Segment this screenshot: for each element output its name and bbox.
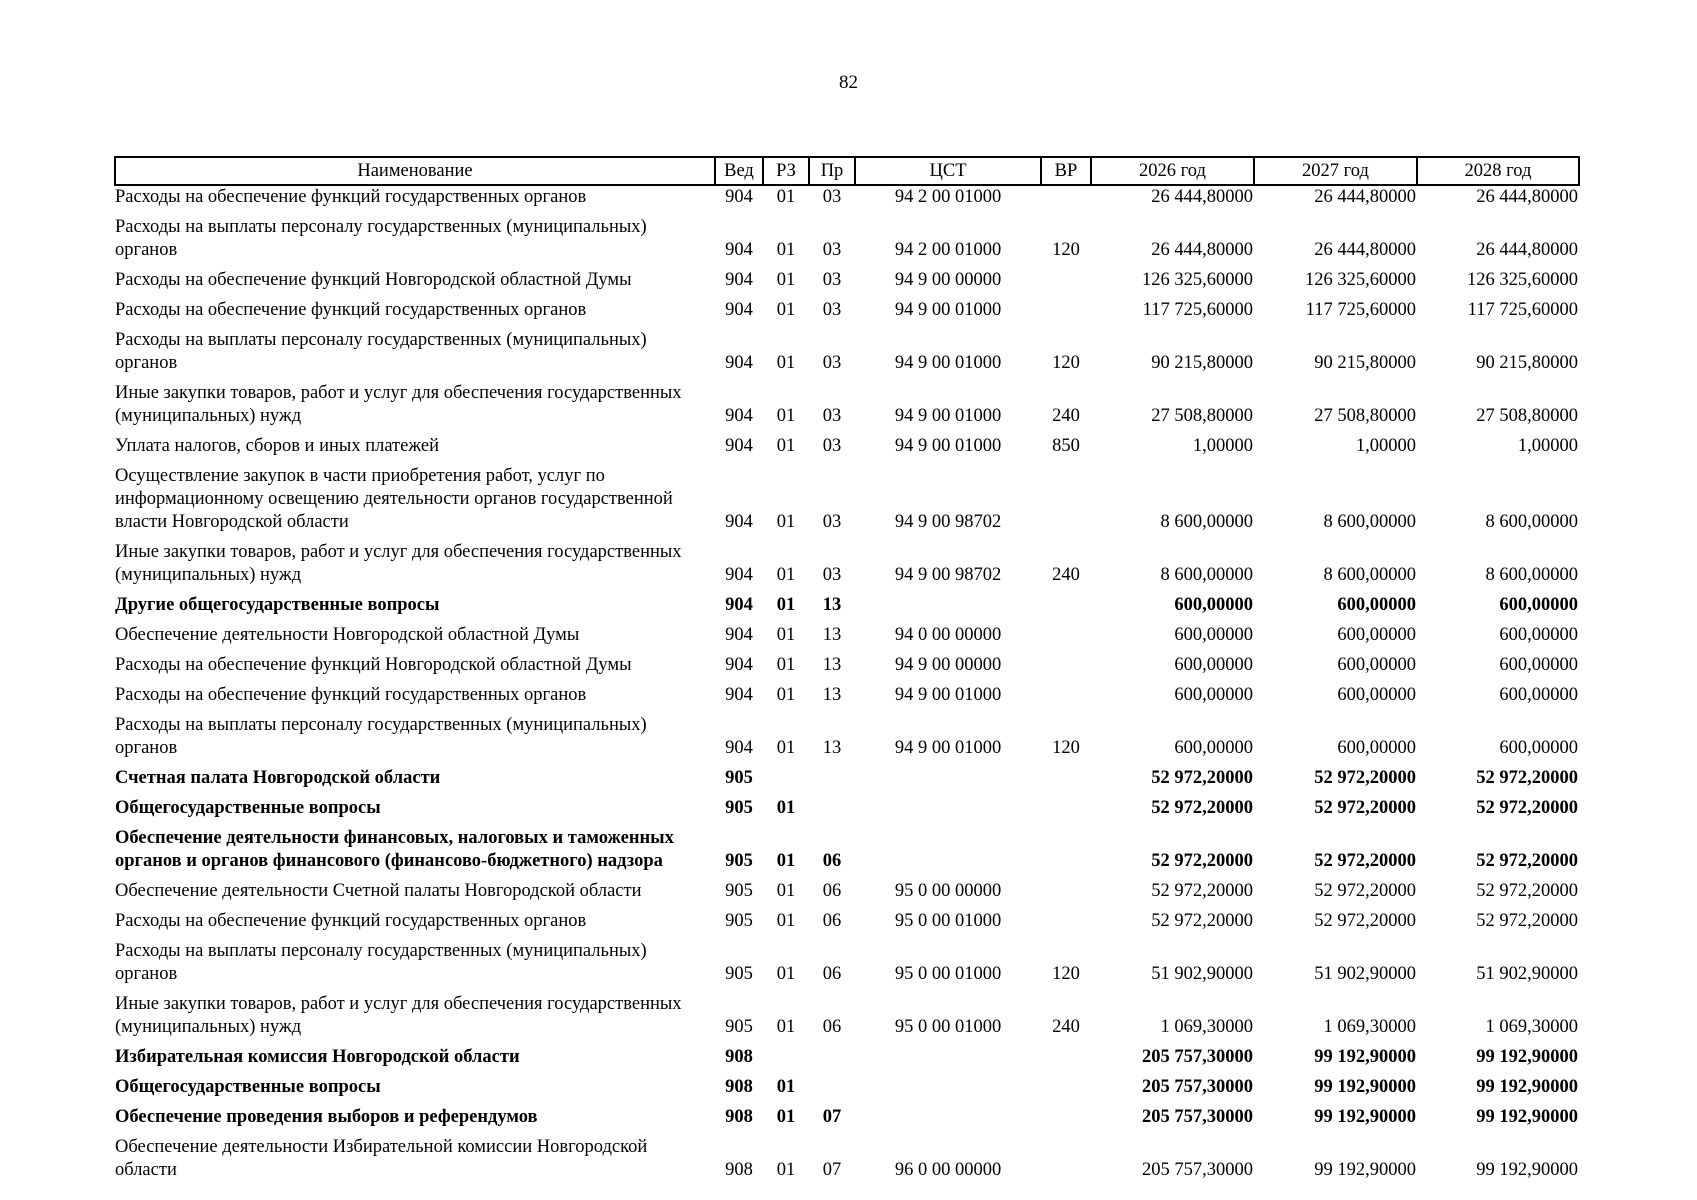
cell-rz: 01	[776, 406, 796, 426]
cell-pr: 06	[822, 851, 842, 871]
cell-name: Иные закупки товаров, работ и услуг для обеспечения государственных (муниципальных) нужд	[115, 383, 682, 426]
cell-2026: 600,00000	[1174, 625, 1253, 645]
cell-name: Расходы на обеспечение функций государственных органов	[115, 300, 587, 320]
cell-ved: 908	[725, 1160, 753, 1180]
cell-2028: 99 192,90000	[1476, 1107, 1578, 1127]
cell-2026: 52 972,20000	[1151, 911, 1253, 931]
cell-vr: 120	[1052, 738, 1080, 758]
cell-2028: 90 215,80000	[1476, 353, 1578, 373]
cell-2028: 26 444,80000	[1476, 187, 1578, 207]
cell-vr	[1041, 1071, 1091, 1101]
cell-pr	[809, 1041, 855, 1071]
cell-cst: 94 9 00 01000	[894, 353, 1002, 373]
cell-name: Обеспечение деятельности Счетной палаты Новгородской области	[115, 881, 642, 901]
cell-cst: 94 9 00 98702	[894, 565, 1002, 585]
cell-pr: 03	[822, 270, 842, 290]
cell-2028: 8 600,00000	[1485, 512, 1578, 532]
cell-cst: 94 9 00 01000	[894, 300, 1002, 320]
cell-pr: 03	[822, 512, 842, 532]
cell-vr	[1041, 875, 1091, 905]
cell-pr: 13	[822, 625, 842, 645]
cell-pr: 03	[822, 353, 842, 373]
cell-rz: 01	[776, 1077, 796, 1097]
cell-2027: 600,00000	[1337, 595, 1416, 615]
cell-vr	[1041, 792, 1091, 822]
cell-ved: 904	[725, 595, 753, 615]
cell-cst	[855, 1101, 1041, 1131]
cell-2027: 126 325,60000	[1305, 270, 1416, 290]
cell-cst: 94 9 00 01000	[894, 685, 1002, 705]
cell-2026: 126 325,60000	[1142, 270, 1253, 290]
cell-ved: 905	[725, 768, 753, 788]
cell-2027: 90 215,80000	[1314, 353, 1416, 373]
cell-name: Обеспечение проведения выборов и референдумов	[115, 1107, 538, 1127]
cell-pr: 03	[822, 187, 842, 207]
cell-2028: 600,00000	[1499, 595, 1578, 615]
budget-table	[114, 156, 1580, 1184]
cell-2028: 600,00000	[1499, 738, 1578, 758]
cell-ved: 908	[725, 1107, 753, 1127]
cell-rz: 01	[776, 436, 796, 456]
cell-rz: 01	[776, 1160, 796, 1180]
table-row	[115, 679, 1579, 709]
cell-2028: 26 444,80000	[1476, 240, 1578, 260]
table-row	[115, 211, 1579, 264]
header-2028: 2028 год	[1417, 157, 1579, 185]
cell-2028: 52 972,20000	[1476, 798, 1578, 818]
cell-2028: 52 972,20000	[1476, 768, 1578, 788]
cell-2027: 600,00000	[1337, 685, 1416, 705]
cell-ved: 905	[725, 1017, 753, 1037]
cell-2028: 52 972,20000	[1476, 851, 1578, 871]
table-row	[115, 649, 1579, 679]
cell-2027: 99 192,90000	[1314, 1077, 1416, 1097]
cell-pr: 13	[822, 655, 842, 675]
table-row	[115, 905, 1579, 935]
cell-rz: 01	[776, 655, 796, 675]
cell-2027: 99 192,90000	[1314, 1047, 1416, 1067]
cell-pr: 06	[822, 881, 842, 901]
cell-ved: 904	[725, 685, 753, 705]
cell-cst: 94 2 00 01000	[894, 187, 1002, 207]
cell-2026: 205 757,30000	[1142, 1047, 1253, 1067]
cell-2026: 205 757,30000	[1142, 1160, 1253, 1180]
header-2026: 2026 год	[1091, 157, 1254, 185]
cell-2028: 600,00000	[1499, 685, 1578, 705]
cell-rz: 01	[776, 300, 796, 320]
cell-vr: 240	[1052, 565, 1080, 585]
table-row	[115, 875, 1579, 905]
cell-pr: 06	[822, 964, 842, 984]
cell-2027: 600,00000	[1337, 655, 1416, 675]
cell-2027: 52 972,20000	[1314, 851, 1416, 871]
cell-2026: 8 600,00000	[1160, 565, 1253, 585]
cell-pr: 06	[822, 911, 842, 931]
cell-ved: 904	[725, 512, 753, 532]
cell-2027: 1,00000	[1355, 436, 1416, 456]
cell-vr	[1041, 264, 1091, 294]
cell-rz	[763, 1041, 809, 1071]
table-row	[115, 536, 1579, 589]
cell-rz: 01	[776, 881, 796, 901]
cell-rz: 01	[776, 353, 796, 373]
cell-vr: 120	[1052, 240, 1080, 260]
cell-rz: 01	[776, 1017, 796, 1037]
cell-2028: 600,00000	[1499, 625, 1578, 645]
cell-pr: 03	[822, 240, 842, 260]
cell-cst	[855, 1041, 1041, 1071]
cell-rz: 01	[776, 565, 796, 585]
cell-2027: 52 972,20000	[1314, 911, 1416, 931]
cell-2027: 99 192,90000	[1314, 1107, 1416, 1127]
cell-rz: 01	[776, 270, 796, 290]
cell-cst	[855, 589, 1041, 619]
header-ved: Вед	[715, 157, 763, 185]
cell-name: Общегосударственные вопросы	[115, 1077, 381, 1097]
cell-name: Расходы на обеспечение функций Новгородской областной Думы	[115, 270, 632, 290]
cell-2026: 27 508,80000	[1151, 406, 1253, 426]
cell-vr: 120	[1052, 353, 1080, 373]
cell-ved: 908	[725, 1047, 753, 1067]
cell-vr: 240	[1052, 1017, 1080, 1037]
cell-name: Расходы на выплаты персоналу государственных (муниципальных) органов	[115, 330, 647, 373]
table-row	[115, 1131, 1579, 1184]
cell-ved: 904	[725, 436, 753, 456]
cell-2027: 26 444,80000	[1314, 187, 1416, 207]
cell-name: Расходы на выплаты персоналу государственных (муниципальных) органов	[115, 715, 647, 758]
cell-pr	[809, 1071, 855, 1101]
cell-2026: 90 215,80000	[1151, 353, 1253, 373]
cell-2028: 52 972,20000	[1476, 911, 1578, 931]
cell-cst: 94 9 00 01000	[894, 406, 1002, 426]
cell-cst: 95 0 00 01000	[894, 964, 1002, 984]
cell-name: Расходы на выплаты персоналу государственных (муниципальных) органов	[115, 217, 647, 260]
cell-cst	[855, 822, 1041, 875]
cell-2027: 52 972,20000	[1314, 798, 1416, 818]
cell-2027: 8 600,00000	[1323, 565, 1416, 585]
cell-ved: 905	[725, 798, 753, 818]
cell-pr: 07	[822, 1160, 842, 1180]
cell-2028: 126 325,60000	[1467, 270, 1578, 290]
cell-vr	[1041, 589, 1091, 619]
cell-rz: 01	[776, 187, 796, 207]
cell-rz: 01	[776, 911, 796, 931]
table-row	[115, 1071, 1579, 1101]
cell-vr: 850	[1052, 436, 1080, 456]
cell-2026: 52 972,20000	[1151, 881, 1253, 901]
table-row	[115, 1101, 1579, 1131]
cell-rz: 01	[776, 595, 796, 615]
cell-2028: 99 192,90000	[1476, 1047, 1578, 1067]
cell-name: Расходы на обеспечение функций Новгородской областной Думы	[115, 655, 632, 675]
header-pr: Пр	[809, 157, 855, 185]
cell-pr: 03	[822, 436, 842, 456]
cell-pr	[809, 792, 855, 822]
cell-2028: 51 902,90000	[1476, 964, 1578, 984]
cell-2028: 600,00000	[1499, 655, 1578, 675]
cell-name: Обеспечение деятельности финансовых, налоговых и таможенных органов и органов финансового (финансово-бюджетного) надзора	[115, 828, 674, 871]
cell-2026: 1,00000	[1192, 436, 1253, 456]
header-2027: 2027 год	[1254, 157, 1417, 185]
cell-ved: 905	[725, 911, 753, 931]
cell-pr: 07	[822, 1107, 842, 1127]
cell-rz: 01	[776, 798, 796, 818]
cell-name: Иные закупки товаров, работ и услуг для обеспечения государственных (муниципальных) нужд	[115, 542, 682, 585]
cell-rz	[763, 762, 809, 792]
cell-2028: 8 600,00000	[1485, 565, 1578, 585]
cell-pr	[809, 762, 855, 792]
cell-rz: 01	[776, 685, 796, 705]
cell-2028: 117 725,60000	[1467, 300, 1578, 320]
cell-ved: 904	[725, 353, 753, 373]
cell-2026: 26 444,80000	[1151, 187, 1253, 207]
cell-2026: 205 757,30000	[1142, 1107, 1253, 1127]
cell-cst: 94 9 00 01000	[894, 738, 1002, 758]
cell-pr: 13	[822, 685, 842, 705]
cell-2026: 600,00000	[1174, 738, 1253, 758]
cell-2026: 600,00000	[1174, 655, 1253, 675]
table-body	[115, 185, 1579, 1184]
table-row	[115, 1041, 1579, 1071]
table-row	[115, 619, 1579, 649]
cell-vr: 120	[1052, 964, 1080, 984]
cell-ved: 904	[725, 270, 753, 290]
cell-2027: 99 192,90000	[1314, 1160, 1416, 1180]
cell-2028: 52 972,20000	[1476, 881, 1578, 901]
table-row	[115, 822, 1579, 875]
cell-cst: 95 0 00 01000	[894, 911, 1002, 931]
cell-rz: 01	[776, 1107, 796, 1127]
cell-pr: 06	[822, 1017, 842, 1037]
cell-2027: 27 508,80000	[1314, 406, 1416, 426]
cell-vr	[1041, 1041, 1091, 1071]
cell-vr	[1041, 294, 1091, 324]
cell-2028: 27 508,80000	[1476, 406, 1578, 426]
cell-vr: 240	[1052, 406, 1080, 426]
cell-name: Уплата налогов, сборов и иных платежей	[115, 436, 440, 456]
cell-vr	[1041, 905, 1091, 935]
table-row	[115, 792, 1579, 822]
cell-cst: 94 0 00 00000	[894, 625, 1002, 645]
cell-2026: 52 972,20000	[1151, 798, 1253, 818]
header-rz: РЗ	[763, 157, 809, 185]
cell-2026: 1 069,30000	[1160, 1017, 1253, 1037]
table-row	[115, 185, 1579, 211]
cell-2026: 8 600,00000	[1160, 512, 1253, 532]
cell-name: Расходы на обеспечение функций государственных органов	[115, 187, 587, 207]
table-row	[115, 589, 1579, 619]
cell-2028: 99 192,90000	[1476, 1160, 1578, 1180]
table-row	[115, 988, 1579, 1041]
cell-name: Расходы на обеспечение функций государственных органов	[115, 685, 587, 705]
cell-ved: 904	[725, 406, 753, 426]
cell-2026: 600,00000	[1174, 595, 1253, 615]
cell-name: Расходы на обеспечение функций государственных органов	[115, 911, 587, 931]
cell-2027: 8 600,00000	[1323, 512, 1416, 532]
cell-cst: 94 9 00 00000	[894, 270, 1002, 290]
cell-cst: 95 0 00 00000	[894, 881, 1002, 901]
cell-vr	[1041, 822, 1091, 875]
cell-2027: 52 972,20000	[1314, 768, 1416, 788]
table-row	[115, 430, 1579, 460]
cell-name: Иные закупки товаров, работ и услуг для обеспечения государственных (муниципальных) нужд	[115, 994, 682, 1037]
cell-name: Расходы на выплаты персоналу государственных (муниципальных) органов	[115, 941, 647, 984]
cell-vr	[1041, 460, 1091, 536]
table-row	[115, 264, 1579, 294]
cell-2026: 117 725,60000	[1142, 300, 1253, 320]
cell-rz: 01	[776, 625, 796, 645]
cell-2027: 52 972,20000	[1314, 881, 1416, 901]
cell-vr	[1041, 649, 1091, 679]
cell-cst: 94 2 00 01000	[894, 240, 1002, 260]
cell-ved: 904	[725, 738, 753, 758]
cell-2027: 600,00000	[1337, 625, 1416, 645]
table-row	[115, 935, 1579, 988]
table-header-row	[115, 157, 1579, 185]
cell-cst	[855, 1071, 1041, 1101]
cell-pr: 13	[822, 595, 842, 615]
table-row	[115, 294, 1579, 324]
cell-ved: 904	[725, 565, 753, 585]
cell-rz: 01	[776, 512, 796, 532]
cell-2027: 600,00000	[1337, 738, 1416, 758]
cell-cst: 94 9 00 00000	[894, 655, 1002, 675]
header-vr: ВР	[1041, 157, 1091, 185]
cell-2026: 26 444,80000	[1151, 240, 1253, 260]
cell-cst	[855, 762, 1041, 792]
cell-ved: 905	[725, 881, 753, 901]
cell-2028: 1 069,30000	[1485, 1017, 1578, 1037]
cell-2026: 52 972,20000	[1151, 851, 1253, 871]
cell-ved: 904	[725, 300, 753, 320]
cell-rz: 01	[776, 851, 796, 871]
cell-vr	[1041, 185, 1091, 211]
cell-2026: 600,00000	[1174, 685, 1253, 705]
cell-2028: 1,00000	[1517, 436, 1578, 456]
cell-ved: 904	[725, 240, 753, 260]
cell-ved: 904	[725, 655, 753, 675]
cell-ved: 905	[725, 851, 753, 871]
cell-name: Обеспечение деятельности Новгородской областной Думы	[115, 625, 580, 645]
page-number: 82	[839, 72, 858, 93]
header-cst: ЦСТ	[855, 157, 1041, 185]
table-row	[115, 324, 1579, 377]
cell-vr	[1041, 1101, 1091, 1131]
cell-cst: 94 9 00 01000	[894, 436, 1002, 456]
cell-rz: 01	[776, 964, 796, 984]
cell-2026: 205 757,30000	[1142, 1077, 1253, 1097]
cell-vr	[1041, 1131, 1091, 1184]
cell-cst	[855, 792, 1041, 822]
cell-pr: 03	[822, 406, 842, 426]
cell-ved: 904	[725, 625, 753, 645]
table-row	[115, 762, 1579, 792]
cell-name: Обеспечение деятельности Избирательной комиссии Новгородской области	[115, 1137, 648, 1180]
cell-2027: 1 069,30000	[1323, 1017, 1416, 1037]
cell-name: Другие общегосударственные вопросы	[115, 595, 440, 615]
table-row	[115, 460, 1579, 536]
cell-ved: 905	[725, 964, 753, 984]
cell-vr	[1041, 762, 1091, 792]
table-row	[115, 377, 1579, 430]
cell-rz: 01	[776, 738, 796, 758]
cell-name: Осуществление закупок в части приобретения работ, услуг по информационному освещению деятельности органов государственной власти Новгородской области	[115, 466, 673, 532]
cell-2028: 99 192,90000	[1476, 1077, 1578, 1097]
cell-cst: 96 0 00 00000	[894, 1160, 1002, 1180]
cell-rz: 01	[776, 240, 796, 260]
cell-name: Счетная палата Новгородской области	[115, 768, 441, 788]
cell-pr: 13	[822, 738, 842, 758]
cell-cst: 94 9 00 98702	[894, 512, 1002, 532]
cell-2027: 117 725,60000	[1305, 300, 1416, 320]
table-row	[115, 709, 1579, 762]
cell-pr: 03	[822, 565, 842, 585]
cell-vr	[1041, 679, 1091, 709]
cell-pr: 03	[822, 300, 842, 320]
cell-2026: 51 902,90000	[1151, 964, 1253, 984]
cell-2026: 52 972,20000	[1151, 768, 1253, 788]
cell-vr	[1041, 619, 1091, 649]
cell-name: Общегосударственные вопросы	[115, 798, 381, 818]
cell-2027: 26 444,80000	[1314, 240, 1416, 260]
cell-cst: 95 0 00 01000	[894, 1017, 1002, 1037]
cell-2027: 51 902,90000	[1314, 964, 1416, 984]
cell-name: Избирательная комиссия Новгородской области	[115, 1047, 520, 1067]
cell-ved: 908	[725, 1077, 753, 1097]
header-name: Наименование	[115, 157, 715, 185]
cell-ved: 904	[725, 187, 753, 207]
